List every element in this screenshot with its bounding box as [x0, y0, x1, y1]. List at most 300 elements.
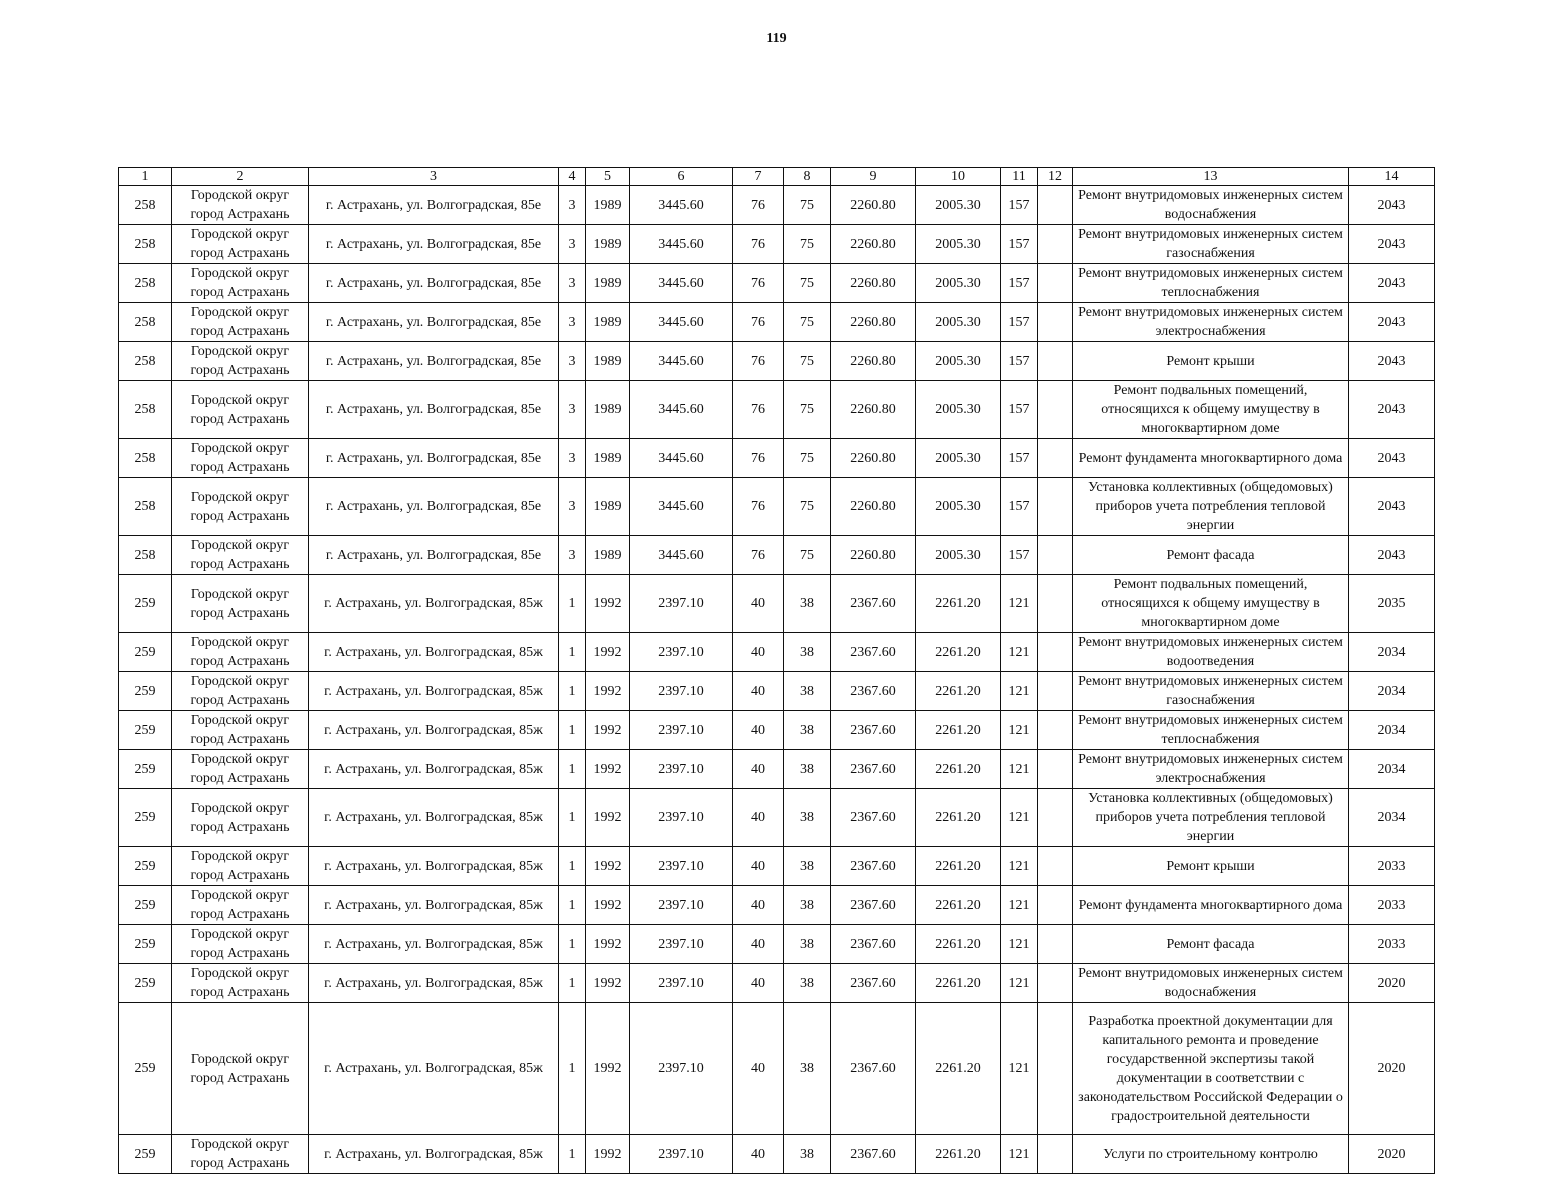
col9-cell: 2367.60 — [831, 789, 916, 847]
col12-cell — [1038, 478, 1073, 536]
row-number-cell: 258 — [119, 439, 172, 478]
col7-cell: 76 — [733, 439, 784, 478]
address-cell: г. Астрахань, ул. Волгоградская, 85е — [309, 342, 559, 381]
work-type-cell: Ремонт внутридомовых инженерных систем водоотведения — [1073, 633, 1349, 672]
total-area-cell: 2397.10 — [630, 886, 733, 925]
table-row — [119, 342, 1435, 381]
floors-cell: 1 — [559, 789, 586, 847]
floors-cell: 1 — [559, 575, 586, 633]
residents-cell: 121 — [1001, 1135, 1038, 1174]
col9-cell: 2367.60 — [831, 1003, 916, 1135]
residents-cell: 157 — [1001, 381, 1038, 439]
municipality-cell: Городской округ город Астрахань — [172, 964, 309, 1003]
col10-cell: 2005.30 — [916, 264, 1001, 303]
col9-cell: 2260.80 — [831, 225, 916, 264]
row-number-cell: 258 — [119, 186, 172, 225]
year-built-cell: 1992 — [586, 925, 630, 964]
planned-year-cell: 2043 — [1349, 536, 1435, 575]
col7-cell: 40 — [733, 1135, 784, 1174]
address-cell: г. Астрахань, ул. Волгоградская, 85е — [309, 225, 559, 264]
municipality-cell: Городской округ город Астрахань — [172, 711, 309, 750]
col9-cell: 2260.80 — [831, 381, 916, 439]
planned-year-cell: 2033 — [1349, 847, 1435, 886]
column-header: 9 — [831, 168, 916, 186]
municipality-cell: Городской округ город Астрахань — [172, 1135, 309, 1174]
address-cell: г. Астрахань, ул. Волгоградская, 85ж — [309, 789, 559, 847]
col10-cell: 2261.20 — [916, 1003, 1001, 1135]
year-built-cell: 1989 — [586, 342, 630, 381]
col8-cell: 38 — [784, 575, 831, 633]
col7-cell: 40 — [733, 711, 784, 750]
col8-cell: 75 — [784, 342, 831, 381]
planned-year-cell: 2020 — [1349, 1135, 1435, 1174]
work-type-cell: Ремонт внутридомовых инженерных систем электроснабжения — [1073, 750, 1349, 789]
col12-cell — [1038, 264, 1073, 303]
col7-cell: 40 — [733, 789, 784, 847]
work-type-cell: Ремонт внутридомовых инженерных систем водоснабжения — [1073, 964, 1349, 1003]
floors-cell: 3 — [559, 478, 586, 536]
work-type-cell: Ремонт подвальных помещений, относящихся к общему имуществу в многоквартирном доме — [1073, 575, 1349, 633]
col12-cell — [1038, 342, 1073, 381]
col9-cell: 2367.60 — [831, 847, 916, 886]
col8-cell: 38 — [784, 1003, 831, 1135]
municipality-cell: Городской округ город Астрахань — [172, 1003, 309, 1135]
floors-cell: 3 — [559, 264, 586, 303]
col10-cell: 2261.20 — [916, 711, 1001, 750]
column-header: 14 — [1349, 168, 1435, 186]
col9-cell: 2367.60 — [831, 964, 916, 1003]
col7-cell: 76 — [733, 303, 784, 342]
col9-cell: 2260.80 — [831, 264, 916, 303]
planned-year-cell: 2034 — [1349, 750, 1435, 789]
planned-year-cell: 2043 — [1349, 342, 1435, 381]
floors-cell: 1 — [559, 672, 586, 711]
year-built-cell: 1992 — [586, 711, 630, 750]
planned-year-cell: 2043 — [1349, 439, 1435, 478]
table-row — [119, 439, 1435, 478]
col10-cell: 2261.20 — [916, 789, 1001, 847]
col8-cell: 75 — [784, 186, 831, 225]
col10-cell: 2005.30 — [916, 303, 1001, 342]
planned-year-cell: 2043 — [1349, 186, 1435, 225]
col10-cell: 2261.20 — [916, 633, 1001, 672]
column-header: 5 — [586, 168, 630, 186]
residents-cell: 121 — [1001, 925, 1038, 964]
col7-cell: 76 — [733, 536, 784, 575]
residents-cell: 157 — [1001, 439, 1038, 478]
row-number-cell: 258 — [119, 478, 172, 536]
col8-cell: 38 — [784, 711, 831, 750]
year-built-cell: 1989 — [586, 225, 630, 264]
col8-cell: 38 — [784, 672, 831, 711]
address-cell: г. Астрахань, ул. Волгоградская, 85е — [309, 186, 559, 225]
planned-year-cell: 2043 — [1349, 303, 1435, 342]
floors-cell: 3 — [559, 303, 586, 342]
total-area-cell: 2397.10 — [630, 750, 733, 789]
work-type-cell: Разработка проектной документации для капитального ремонта и проведение государственной экспертизы такой документации в соответствии с законодательством Российской Федерации о градостроительной деятельности — [1073, 1003, 1349, 1135]
floors-cell: 1 — [559, 711, 586, 750]
col9-cell: 2260.80 — [831, 478, 916, 536]
col9-cell: 2367.60 — [831, 672, 916, 711]
col10-cell: 2005.30 — [916, 536, 1001, 575]
row-number-cell: 259 — [119, 711, 172, 750]
col9-cell: 2367.60 — [831, 925, 916, 964]
col12-cell — [1038, 381, 1073, 439]
col10-cell: 2261.20 — [916, 886, 1001, 925]
table-row — [119, 750, 1435, 789]
col8-cell: 38 — [784, 886, 831, 925]
row-number-cell: 258 — [119, 381, 172, 439]
col8-cell: 38 — [784, 847, 831, 886]
residents-cell: 157 — [1001, 225, 1038, 264]
table-row — [119, 672, 1435, 711]
planned-year-cell: 2033 — [1349, 886, 1435, 925]
col8-cell: 38 — [784, 633, 831, 672]
row-number-cell: 259 — [119, 964, 172, 1003]
address-cell: г. Астрахань, ул. Волгоградская, 85ж — [309, 1135, 559, 1174]
row-number-cell: 259 — [119, 1135, 172, 1174]
row-number-cell: 259 — [119, 672, 172, 711]
col7-cell: 76 — [733, 381, 784, 439]
municipality-cell: Городской округ город Астрахань — [172, 381, 309, 439]
municipality-cell: Городской округ город Астрахань — [172, 672, 309, 711]
floors-cell: 1 — [559, 886, 586, 925]
table-row — [119, 886, 1435, 925]
table-row — [119, 633, 1435, 672]
residents-cell: 157 — [1001, 264, 1038, 303]
table-row — [119, 225, 1435, 264]
col8-cell: 38 — [784, 964, 831, 1003]
col10-cell: 2005.30 — [916, 342, 1001, 381]
floors-cell: 1 — [559, 750, 586, 789]
year-built-cell: 1989 — [586, 478, 630, 536]
municipality-cell: Городской округ город Астрахань — [172, 847, 309, 886]
table-row — [119, 381, 1435, 439]
col10-cell: 2005.30 — [916, 186, 1001, 225]
col7-cell: 40 — [733, 925, 784, 964]
address-cell: г. Астрахань, ул. Волгоградская, 85е — [309, 439, 559, 478]
col7-cell: 76 — [733, 478, 784, 536]
work-type-cell: Установка коллективных (общедомовых) приборов учета потребления тепловой энергии — [1073, 789, 1349, 847]
year-built-cell: 1992 — [586, 1135, 630, 1174]
floors-cell: 3 — [559, 439, 586, 478]
table-row — [119, 575, 1435, 633]
col8-cell: 38 — [784, 925, 831, 964]
year-built-cell: 1989 — [586, 264, 630, 303]
col12-cell — [1038, 186, 1073, 225]
row-number-cell: 259 — [119, 789, 172, 847]
address-cell: г. Астрахань, ул. Волгоградская, 85е — [309, 536, 559, 575]
col10-cell: 2005.30 — [916, 478, 1001, 536]
table-row — [119, 711, 1435, 750]
col9-cell: 2367.60 — [831, 575, 916, 633]
total-area-cell: 2397.10 — [630, 964, 733, 1003]
residents-cell: 121 — [1001, 964, 1038, 1003]
total-area-cell: 3445.60 — [630, 225, 733, 264]
address-cell: г. Астрахань, ул. Волгоградская, 85е — [309, 303, 559, 342]
address-cell: г. Астрахань, ул. Волгоградская, 85ж — [309, 964, 559, 1003]
col12-cell — [1038, 711, 1073, 750]
address-cell: г. Астрахань, ул. Волгоградская, 85е — [309, 264, 559, 303]
total-area-cell: 2397.10 — [630, 633, 733, 672]
col12-cell — [1038, 225, 1073, 264]
row-number-cell: 258 — [119, 264, 172, 303]
total-area-cell: 3445.60 — [630, 264, 733, 303]
planned-year-cell: 2043 — [1349, 478, 1435, 536]
col7-cell: 76 — [733, 264, 784, 303]
address-cell: г. Астрахань, ул. Волгоградская, 85ж — [309, 575, 559, 633]
total-area-cell: 3445.60 — [630, 303, 733, 342]
col7-cell: 40 — [733, 964, 784, 1003]
col10-cell: 2261.20 — [916, 1135, 1001, 1174]
work-type-cell: Ремонт крыши — [1073, 847, 1349, 886]
residents-cell: 157 — [1001, 342, 1038, 381]
total-area-cell: 3445.60 — [630, 186, 733, 225]
table-body — [119, 186, 1435, 1174]
year-built-cell: 1989 — [586, 439, 630, 478]
planned-year-cell: 2043 — [1349, 381, 1435, 439]
col12-cell — [1038, 925, 1073, 964]
col10-cell: 2005.30 — [916, 381, 1001, 439]
total-area-cell: 2397.10 — [630, 925, 733, 964]
column-header: 11 — [1001, 168, 1038, 186]
total-area-cell: 2397.10 — [630, 575, 733, 633]
col9-cell: 2260.80 — [831, 536, 916, 575]
floors-cell: 1 — [559, 925, 586, 964]
col9-cell: 2260.80 — [831, 186, 916, 225]
address-cell: г. Астрахань, ул. Волгоградская, 85ж — [309, 1003, 559, 1135]
table-row — [119, 186, 1435, 225]
col8-cell: 75 — [784, 439, 831, 478]
floors-cell: 3 — [559, 381, 586, 439]
residents-cell: 121 — [1001, 750, 1038, 789]
col12-cell — [1038, 303, 1073, 342]
col9-cell: 2367.60 — [831, 886, 916, 925]
col12-cell — [1038, 439, 1073, 478]
col10-cell: 2261.20 — [916, 925, 1001, 964]
total-area-cell: 3445.60 — [630, 439, 733, 478]
col7-cell: 76 — [733, 186, 784, 225]
table-row — [119, 1135, 1435, 1174]
municipality-cell: Городской округ город Астрахань — [172, 225, 309, 264]
total-area-cell: 3445.60 — [630, 381, 733, 439]
col8-cell: 75 — [784, 264, 831, 303]
col10-cell: 2261.20 — [916, 847, 1001, 886]
table-row — [119, 303, 1435, 342]
col7-cell: 76 — [733, 342, 784, 381]
year-built-cell: 1989 — [586, 536, 630, 575]
col7-cell: 40 — [733, 847, 784, 886]
residents-cell: 121 — [1001, 575, 1038, 633]
col12-cell — [1038, 536, 1073, 575]
address-cell: г. Астрахань, ул. Волгоградская, 85е — [309, 381, 559, 439]
planned-year-cell: 2035 — [1349, 575, 1435, 633]
col7-cell: 40 — [733, 886, 784, 925]
col12-cell — [1038, 964, 1073, 1003]
row-number-cell: 259 — [119, 1003, 172, 1135]
floors-cell: 1 — [559, 847, 586, 886]
floors-cell: 3 — [559, 186, 586, 225]
year-built-cell: 1992 — [586, 886, 630, 925]
planned-year-cell: 2043 — [1349, 225, 1435, 264]
year-built-cell: 1992 — [586, 964, 630, 1003]
col12-cell — [1038, 633, 1073, 672]
residents-cell: 121 — [1001, 789, 1038, 847]
municipality-cell: Городской округ город Астрахань — [172, 536, 309, 575]
col9-cell: 2260.80 — [831, 342, 916, 381]
work-type-cell: Ремонт внутридомовых инженерных систем теплоснабжения — [1073, 264, 1349, 303]
address-cell: г. Астрахань, ул. Волгоградская, 85ж — [309, 847, 559, 886]
col8-cell: 75 — [784, 225, 831, 264]
col9-cell: 2260.80 — [831, 303, 916, 342]
year-built-cell: 1989 — [586, 186, 630, 225]
column-header: 13 — [1073, 168, 1349, 186]
total-area-cell: 2397.10 — [630, 672, 733, 711]
col10-cell: 2005.30 — [916, 439, 1001, 478]
table-row — [119, 536, 1435, 575]
floors-cell: 1 — [559, 1135, 586, 1174]
year-built-cell: 1989 — [586, 381, 630, 439]
floors-cell: 1 — [559, 633, 586, 672]
col8-cell: 75 — [784, 478, 831, 536]
col7-cell: 40 — [733, 1003, 784, 1135]
year-built-cell: 1992 — [586, 575, 630, 633]
address-cell: г. Астрахань, ул. Волгоградская, 85ж — [309, 633, 559, 672]
floors-cell: 1 — [559, 964, 586, 1003]
municipality-cell: Городской округ город Астрахань — [172, 925, 309, 964]
year-built-cell: 1992 — [586, 750, 630, 789]
col12-cell — [1038, 1135, 1073, 1174]
table-row — [119, 478, 1435, 536]
col10-cell: 2261.20 — [916, 750, 1001, 789]
col10-cell: 2261.20 — [916, 964, 1001, 1003]
column-header: 6 — [630, 168, 733, 186]
planned-year-cell: 2020 — [1349, 1003, 1435, 1135]
column-number-row — [119, 168, 1435, 186]
col12-cell — [1038, 886, 1073, 925]
municipality-cell: Городской округ город Астрахань — [172, 750, 309, 789]
address-cell: г. Астрахань, ул. Волгоградская, 85ж — [309, 672, 559, 711]
municipality-cell: Городской округ город Астрахань — [172, 478, 309, 536]
col9-cell: 2367.60 — [831, 711, 916, 750]
residents-cell: 121 — [1001, 886, 1038, 925]
column-header: 2 — [172, 168, 309, 186]
work-type-cell: Ремонт внутридомовых инженерных систем электроснабжения — [1073, 303, 1349, 342]
table-row — [119, 789, 1435, 847]
residents-cell: 157 — [1001, 186, 1038, 225]
total-area-cell: 2397.10 — [630, 1135, 733, 1174]
col7-cell: 40 — [733, 672, 784, 711]
floors-cell: 1 — [559, 1003, 586, 1135]
col12-cell — [1038, 847, 1073, 886]
col12-cell — [1038, 575, 1073, 633]
municipality-cell: Городской округ город Астрахань — [172, 789, 309, 847]
address-cell: г. Астрахань, ул. Волгоградская, 85ж — [309, 711, 559, 750]
table-row — [119, 925, 1435, 964]
work-type-cell: Ремонт крыши — [1073, 342, 1349, 381]
col12-cell — [1038, 750, 1073, 789]
repair-registry-table — [118, 167, 1435, 1174]
year-built-cell: 1989 — [586, 303, 630, 342]
residents-cell: 121 — [1001, 672, 1038, 711]
municipality-cell: Городской округ город Астрахань — [172, 342, 309, 381]
col7-cell: 40 — [733, 575, 784, 633]
residents-cell: 121 — [1001, 633, 1038, 672]
residents-cell: 157 — [1001, 536, 1038, 575]
col7-cell: 76 — [733, 225, 784, 264]
col12-cell — [1038, 789, 1073, 847]
total-area-cell: 3445.60 — [630, 478, 733, 536]
column-header: 8 — [784, 168, 831, 186]
work-type-cell: Ремонт внутридомовых инженерных систем водоснабжения — [1073, 186, 1349, 225]
row-number-cell: 259 — [119, 847, 172, 886]
address-cell: г. Астрахань, ул. Волгоградская, 85ж — [309, 925, 559, 964]
planned-year-cell: 2033 — [1349, 925, 1435, 964]
work-type-cell: Ремонт фасада — [1073, 536, 1349, 575]
row-number-cell: 258 — [119, 342, 172, 381]
work-type-cell: Ремонт внутридомовых инженерных систем газоснабжения — [1073, 672, 1349, 711]
table-row — [119, 847, 1435, 886]
work-type-cell: Услуги по строительному контролю — [1073, 1135, 1349, 1174]
table-row — [119, 964, 1435, 1003]
page-number: 119 — [766, 31, 787, 46]
table-row — [119, 1003, 1435, 1135]
col12-cell — [1038, 672, 1073, 711]
year-built-cell: 1992 — [586, 633, 630, 672]
work-type-cell: Ремонт подвальных помещений, относящихся к общему имуществу в многоквартирном доме — [1073, 381, 1349, 439]
address-cell: г. Астрахань, ул. Волгоградская, 85ж — [309, 750, 559, 789]
column-header: 12 — [1038, 168, 1073, 186]
planned-year-cell: 2034 — [1349, 789, 1435, 847]
row-number-cell: 259 — [119, 575, 172, 633]
table-row — [119, 264, 1435, 303]
row-number-cell: 258 — [119, 303, 172, 342]
col8-cell: 38 — [784, 750, 831, 789]
residents-cell: 121 — [1001, 711, 1038, 750]
planned-year-cell: 2034 — [1349, 633, 1435, 672]
year-built-cell: 1992 — [586, 847, 630, 886]
total-area-cell: 2397.10 — [630, 1003, 733, 1135]
row-number-cell: 258 — [119, 536, 172, 575]
municipality-cell: Городской округ город Астрахань — [172, 575, 309, 633]
col8-cell: 75 — [784, 381, 831, 439]
col8-cell: 38 — [784, 789, 831, 847]
column-header: 7 — [733, 168, 784, 186]
work-type-cell: Установка коллективных (общедомовых) приборов учета потребления тепловой энергии — [1073, 478, 1349, 536]
residents-cell: 121 — [1001, 847, 1038, 886]
municipality-cell: Городской округ город Астрахань — [172, 886, 309, 925]
column-header: 10 — [916, 168, 1001, 186]
year-built-cell: 1992 — [586, 672, 630, 711]
year-built-cell: 1992 — [586, 1003, 630, 1135]
total-area-cell: 3445.60 — [630, 342, 733, 381]
row-number-cell: 259 — [119, 633, 172, 672]
address-cell: г. Астрахань, ул. Волгоградская, 85е — [309, 478, 559, 536]
col8-cell: 38 — [784, 1135, 831, 1174]
planned-year-cell: 2020 — [1349, 964, 1435, 1003]
work-type-cell: Ремонт фундамента многоквартирного дома — [1073, 886, 1349, 925]
residents-cell: 157 — [1001, 478, 1038, 536]
total-area-cell: 2397.10 — [630, 711, 733, 750]
municipality-cell: Городской округ город Астрахань — [172, 186, 309, 225]
municipality-cell: Городской округ город Астрахань — [172, 633, 309, 672]
row-number-cell: 258 — [119, 225, 172, 264]
residents-cell: 121 — [1001, 1003, 1038, 1135]
floors-cell: 3 — [559, 342, 586, 381]
municipality-cell: Городской округ город Астрахань — [172, 264, 309, 303]
col7-cell: 40 — [733, 750, 784, 789]
col9-cell: 2367.60 — [831, 633, 916, 672]
